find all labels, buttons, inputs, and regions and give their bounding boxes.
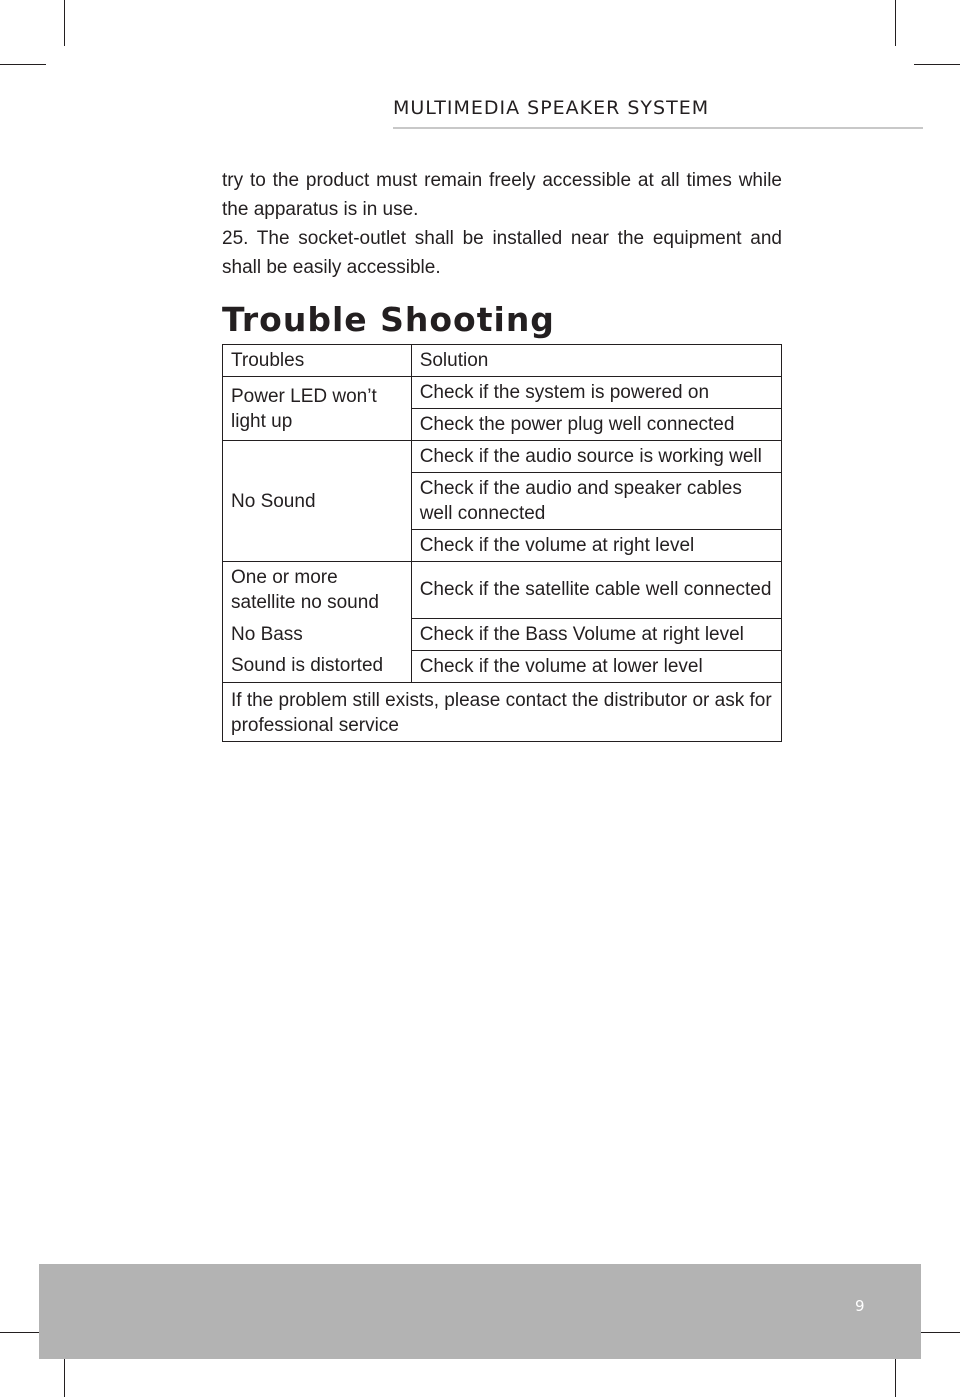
intro-paragraph: try to the product must remain freely accessible at all times while the apparatus is in use. bbox=[222, 170, 782, 220]
table-header-row bbox=[223, 345, 782, 377]
table-row bbox=[223, 377, 782, 409]
solution-cell: Check if the volume at right level bbox=[411, 530, 781, 562]
trouble-cell: Sound is distorted bbox=[223, 650, 412, 682]
header-solution: Solution bbox=[411, 345, 781, 377]
trouble-cell: No Sound bbox=[223, 441, 412, 562]
intro-paragraph: 25. The socket-outlet shall be installed near the equipment and shall be easily accessible. bbox=[222, 228, 782, 278]
section-title: Trouble Shooting bbox=[222, 300, 555, 339]
footer-bar bbox=[39, 1264, 921, 1359]
crop-mark bbox=[64, 0, 65, 46]
crop-mark bbox=[895, 0, 896, 46]
table-row bbox=[223, 650, 782, 682]
trouble-cell: One or more satellite no sound bbox=[223, 562, 412, 619]
running-header bbox=[393, 97, 923, 129]
solution-cell: Check if the Bass Volume at right level bbox=[411, 618, 781, 650]
header-troubles: Troubles bbox=[223, 345, 412, 377]
intro-text bbox=[222, 166, 782, 282]
solution-cell: Check the power plug well connected bbox=[411, 409, 781, 441]
table-note: If the problem still exists, please contact the distributor or ask for professional service bbox=[223, 682, 782, 741]
crop-mark bbox=[914, 64, 960, 65]
solution-cell: Check if the system is powered on bbox=[411, 377, 781, 409]
trouble-cell: Power LED won’t light up bbox=[223, 377, 412, 441]
troubleshooting-table bbox=[222, 344, 782, 742]
table-row bbox=[223, 441, 782, 473]
solution-cell: Check if the audio and speaker cables well connected bbox=[411, 473, 781, 530]
page-number: 9 bbox=[855, 1297, 865, 1315]
solution-cell: Check if the audio source is working well bbox=[411, 441, 781, 473]
table-note-row bbox=[223, 682, 782, 741]
crop-mark bbox=[0, 64, 46, 65]
table-row bbox=[223, 562, 782, 619]
solution-cell: Check if the volume at lower level bbox=[411, 650, 781, 682]
header-title: MULTIMEDIA SPEAKER SYSTEM bbox=[393, 97, 710, 119]
table-row bbox=[223, 618, 782, 650]
trouble-cell: No Bass bbox=[223, 618, 412, 650]
solution-cell: Check if the satellite cable well connected bbox=[411, 562, 781, 619]
